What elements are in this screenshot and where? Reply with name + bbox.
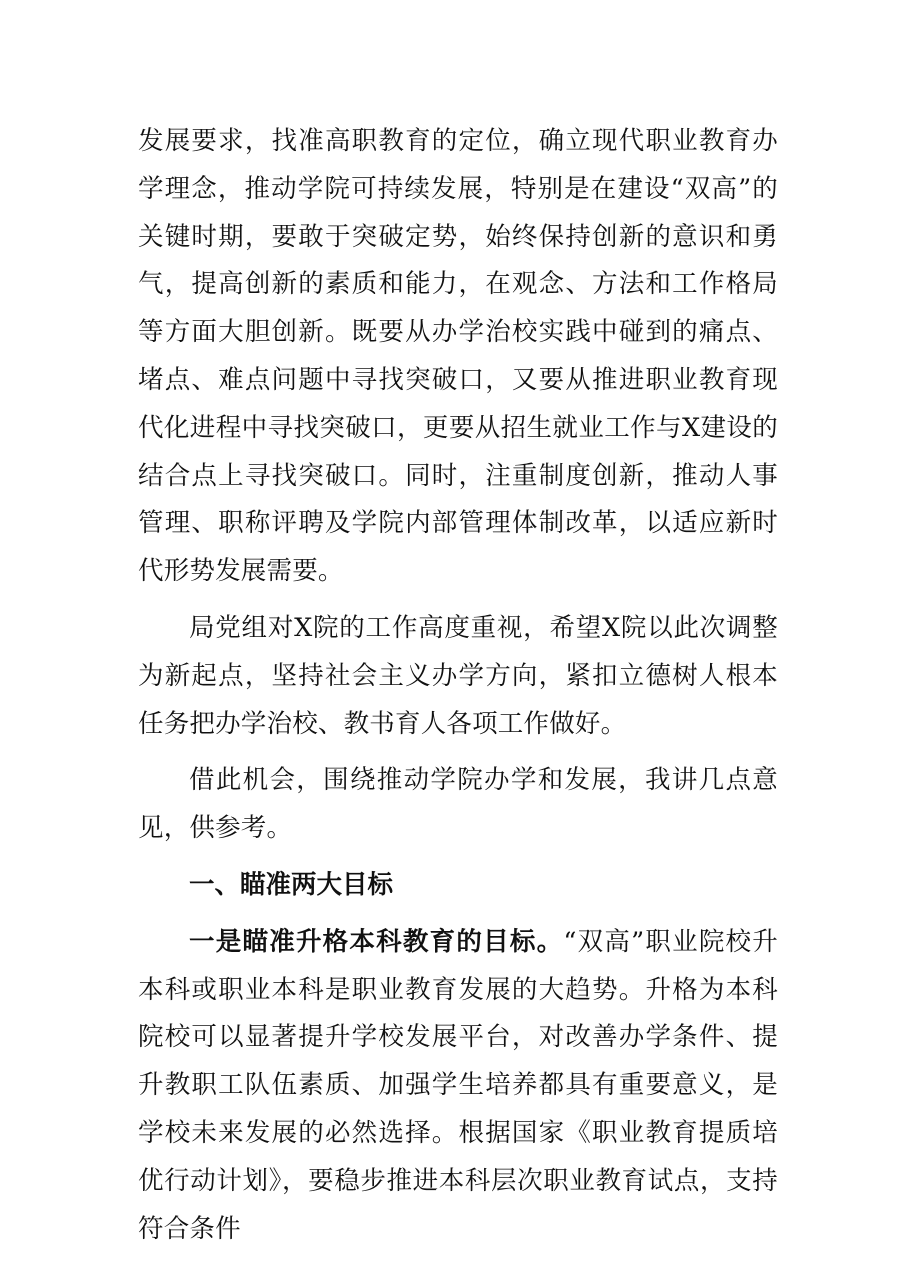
paragraph-party-group: 局党组对X院的工作高度重视，希望X院以此次调整为新起点，坚持社会主义办学方向，紧扣立德树人根本任务把办学治校、教书育人各项工作做好。 [138, 612, 778, 739]
paragraph-first-goal [138, 919, 778, 1254]
paragraph-body: “双高”职业院校升本科或职业本科是职业教育发展的大趋势。升格为本科院校可以显著提升学校发展平台，对改善办学条件、提升教职工队伍素质、加强学生培养都具有重要意义，是学校未来发展的必然选择。根据国家《职业教育提质培优行动计划》，要稳步推进本科层次职业教育试点，支持符合条件 [138, 926, 778, 1244]
paragraph-opinions: 借此机会，围绕推动学院办学和发展，我讲几点意见，供参考。 [138, 765, 778, 844]
paragraph-lead: 一是瞄准升格本科教育的目标。 [189, 926, 564, 957]
paragraph-continuation: 发展要求，找准高职教育的定位，确立现代职业教育办学理念，推动学院可持续发展，特别是在建设“双高”的关键时期，要敢于突破定势，始终保持创新的意识和勇气，提高创新的素质和能力，在观念、方法和工作格局等方面大胆创新。既要从办学治校实践中碰到的痛点、堵点、难点问题中寻找突破口，又要从推进职业教育现代化进程中寻找突破口，更要从招生就业工作与X建设的结合点上寻找突破口。同时，注重制度创新，推动人事管理、职称评聘及学院内部管理体制改革，以适应新时代形势发展需要。 [138, 126, 778, 587]
section-heading: 一、瞄准两大目标 [189, 869, 394, 900]
document-body [138, 118, 778, 1253]
